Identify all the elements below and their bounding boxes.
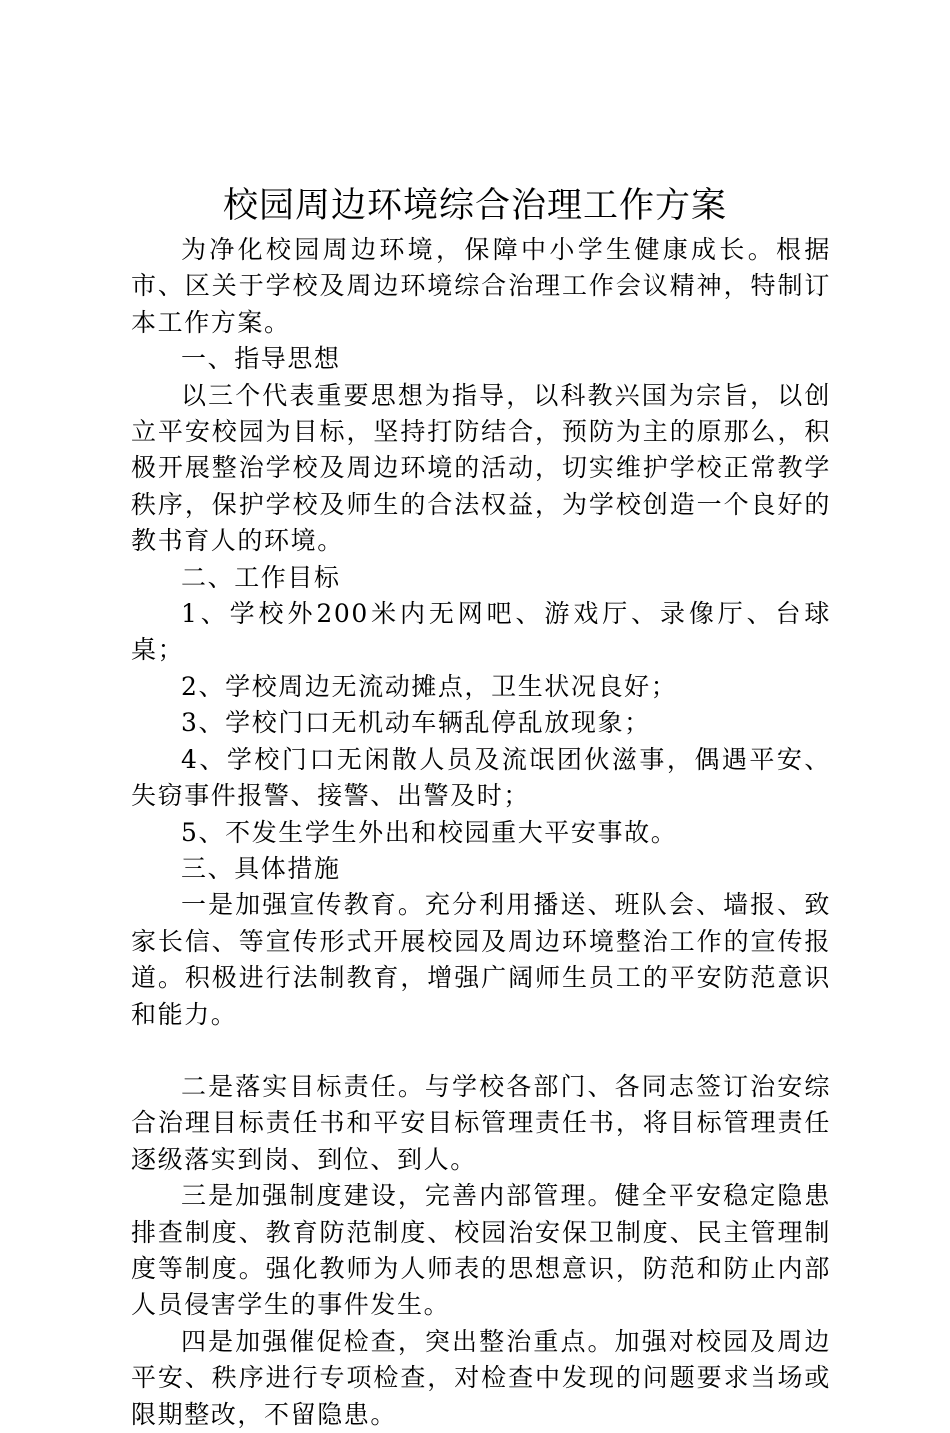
intro-paragraph: 为净化校园周边环境，保障中小学生健康成长。根据市、区关于学校及周边环境综合治理工作会议精神，特制订本工作方案。	[131, 235, 831, 337]
measure-paragraph-4: 四是加强催促检查，突出整治重点。加强对校园及周边平安、秩序进行专项检查，对检查中发现的问题要求当场或限期整改，不留隐患。	[131, 1326, 831, 1429]
section-heading-work-goals: 二、工作目标	[181, 562, 341, 592]
guiding-ideology-paragraph: 以三个代表重要思想为指导，以科教兴国为宗旨，以创立平安校园为目标，坚持打防结合，预防为主的原那么，积极开展整治学校及周边环境的活动，切实维护学校正常教学秩序，保护学校及师生的合法权益，为学校创造一个良好的教书育人的环境。	[131, 380, 831, 556]
goal-item-3: 3、学校门口无机动车辆乱停乱放现象；	[181, 708, 651, 738]
goal-item-1: 1、学校外200米内无网吧、游戏厅、录像厅、台球桌；	[131, 599, 831, 665]
goal-item-2: 2、学校周边无流动摊点，卫生状况良好；	[181, 671, 678, 701]
measure-paragraph-3: 三是加强制度建设，完善内部管理。健全平安稳定隐患排查制度、教育防范制度、校园治安保卫制度、民主管理制度等制度。强化教师为人师表的思想意识，防范和防止内部人员侵害学生的事件发生。	[131, 1181, 831, 1320]
measure-paragraph-2: 二是落实目标责任。与学校各部门、各同志签订治安综合治理目标责任书和平安目标管理责任书，将目标管理责任逐级落实到岗、到位、到人。	[131, 1071, 831, 1174]
blank-line	[131, 1033, 831, 1069]
goal-item-4: 4、学校门口无闲散人员及流氓团伙滋事，偶遇平安、失窃事件报警、接警、出警及时；	[131, 744, 831, 811]
measure-paragraph-1: 一是加强宣传教育。充分利用播送、班队会、墙报、致家长信、等宣传形式开展校园及周边环境整治工作的宣传报道。积极进行法制教育，增强广阔师生员工的平安防范意识和能力。	[131, 890, 831, 1029]
section-heading-measures: 三、具体措施	[181, 853, 341, 883]
document-body	[131, 232, 831, 1433]
document-title: 校园周边环境综合治理工作方案	[222, 186, 727, 226]
goal-item-5: 5、不发生学生外出和校园重大平安事故。	[181, 817, 678, 847]
section-heading-guiding-ideology: 一、指导思想	[181, 344, 341, 374]
